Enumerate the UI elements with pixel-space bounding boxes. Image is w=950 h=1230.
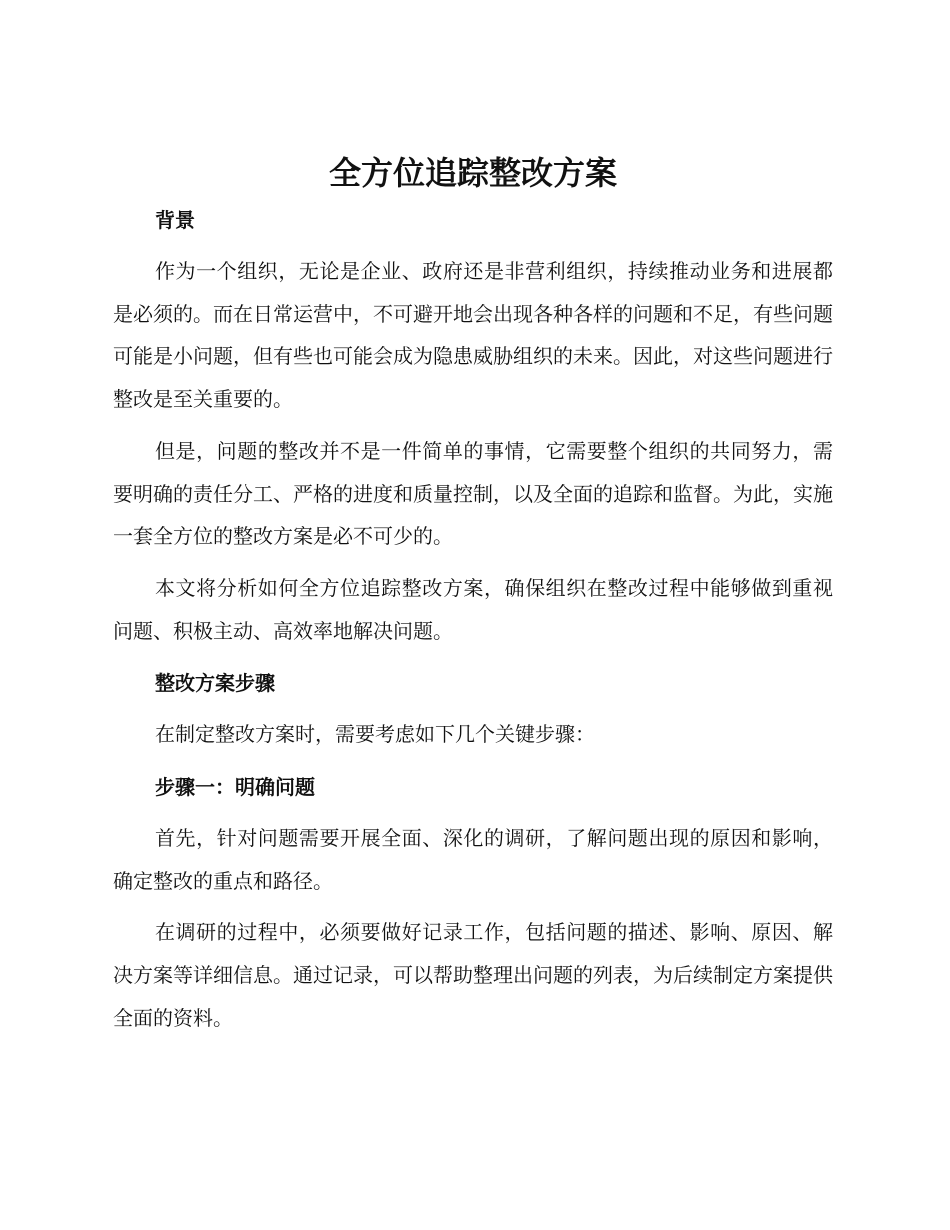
section-heading-steps: 整改方案步骤 <box>155 671 275 696</box>
document-body <box>113 150 833 1049</box>
paragraph-background-2: 但是，问题的整改并不是一件简单的事情，它需要整个组织的共同努力，需要明确的责任分工、严格的进度和质量控制，以及全面的追踪和监督。为此，实施一套全方位的整改方案是必不可少的。 <box>113 438 833 549</box>
paragraph-step-1-2: 在调研的过程中，必须要做好记录工作，包括问题的描述、影响、原因、解决方案等详细信息。通过记录，可以帮助整理出问题的列表，为后续制定方案提供全面的资料。 <box>113 920 833 1030</box>
document-title: 全方位追踪整改方案 <box>328 154 617 192</box>
paragraph-background-1: 作为一个组织，无论是企业、政府还是非营利组织，持续推动业务和进展都是必须的。而在日常运营中，不可避开地会出现各种各样的问题和不足，有些问题可能是小问题，但有些也可能会成为隐患威胁组织的未来。因此，对这些问题进行整改是至关重要的。 <box>113 259 833 412</box>
section-heading-step-1: 步骤一：明确问题 <box>155 775 315 800</box>
section-heading-background: 背景 <box>155 208 195 232</box>
paragraph-background-3: 本文将分析如何全方位追踪整改方案，确保组织在整改过程中能够做到重视问题、积极主动、高效率地解决问题。 <box>113 575 833 643</box>
paragraph-step-1-1: 首先，针对问题需要开展全面、深化的调研，了解问题出现的原因和影响，确定整改的重点和路径。 <box>113 826 833 893</box>
paragraph-steps-intro: 在制定整改方案时，需要考虑如下几个关键步骤： <box>155 722 595 747</box>
